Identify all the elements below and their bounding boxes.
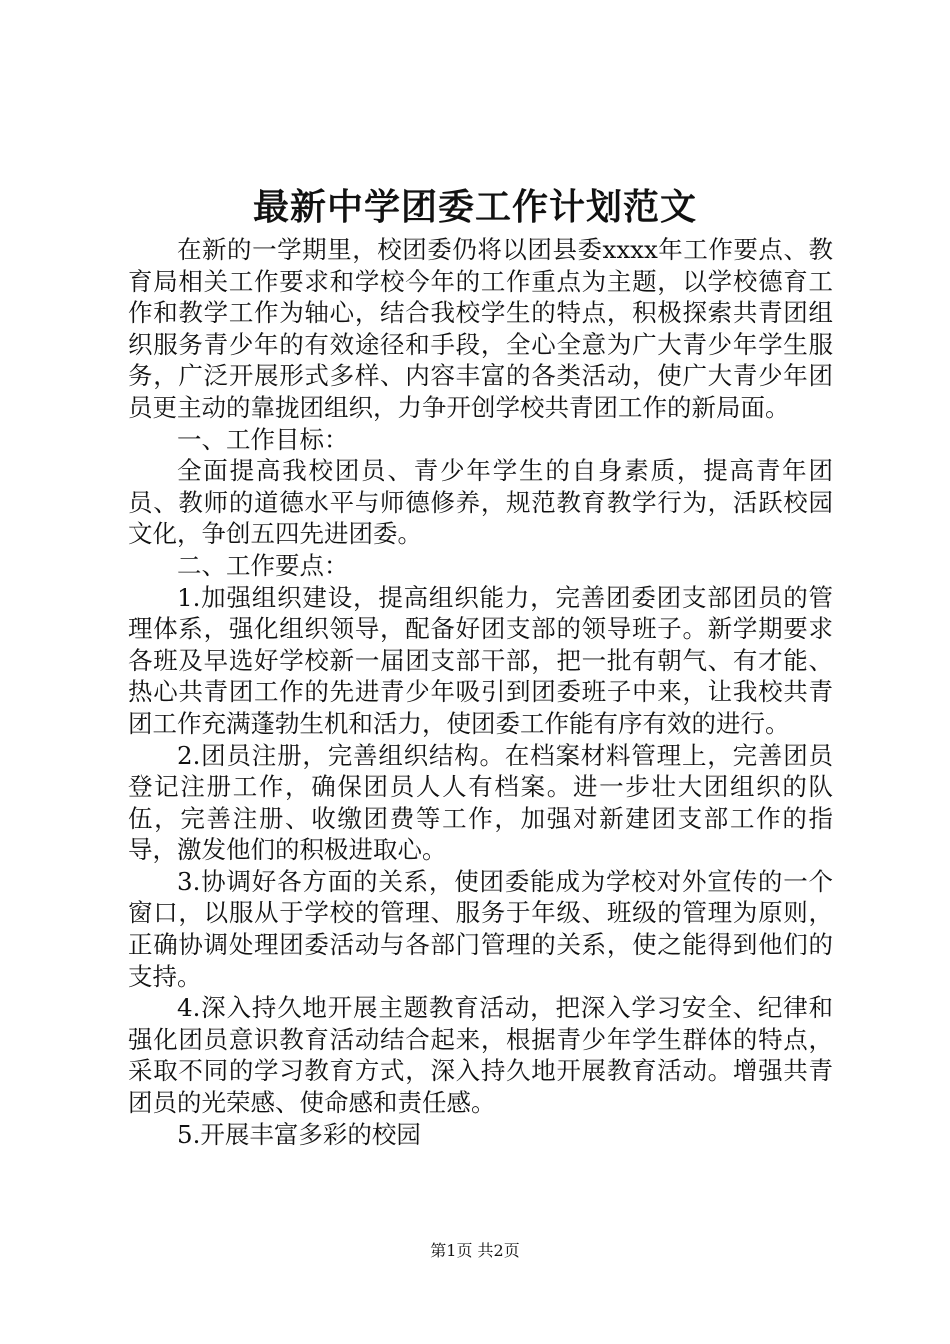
key-point-3: 3.协调好各方面的关系，使团委能成为学校对外宣传的一个窗口，以服从于学校的管理、服务于年级、班级的管理为原则，正确协调处理团委活动与各部门管理的关系，使之能得到他们的支持。	[128, 866, 833, 991]
key-point-4: 4.深入持久地开展主题教育活动，把深入学习安全、纪律和强化团员意识教育活动结合起来，根据青少年学生群体的特点，采取不同的学习教育方式，深入持久地开展教育活动。增强共青团员的光荣感、使命感和责任感。	[128, 993, 833, 1118]
intro-paragraph: 在新的一学期里，校团委仍将以团县委xxxx年工作要点、教育局相关工作要求和学校今年的工作重点为主题，以学校德育工作和教学工作为轴心，结合我校学生的特点，积极探索共青团组织服务青少年的有效途径和手段，全心全意为广大青少年学生服务，广泛开展形式多样、内容丰富的各类活动，使广大青少年团员更主动的靠拢团组织，力争开创学校共青团工作的新局面。	[128, 235, 833, 422]
key-point-2: 2.团员注册，完善组织结构。在档案材料管理上，完善团员登记注册工作，确保团员人人有档案。进一步壮大团组织的队伍，完善注册、收缴团费等工作，加强对新建团支部工作的指导，激发他们的积极进取心。	[128, 740, 833, 865]
section-heading-key-points: 二、工作要点：	[177, 550, 349, 580]
key-point-5: 5.开展丰富多彩的校园	[177, 1119, 421, 1149]
document-title: 最新中学团委工作计划范文	[252, 187, 697, 228]
page-number: 第1页 共2页	[430, 1241, 520, 1260]
document-body	[128, 234, 833, 1150]
goals-paragraph: 全面提高我校团员、青少年学生的自身素质，提高青年团员、教师的道德水平与师德修养，规范教育教学行为，活跃校园文化，争创五四先进团委。	[128, 456, 833, 549]
key-point-1: 1.加强组织建设，提高组织能力，完善团委团支部团员的管理体系，强化组织领导，配备好团支部的领导班子。新学期要求各班及早选好学校新一届团支部干部，把一批有朝气、有才能、热心共青团工作的先进青少年吸引到团委班子中来，让我校共青团工作充满蓬勃生机和活力，使团委工作能有序有效的进行。	[128, 582, 833, 738]
section-heading-goals: 一、工作目标：	[177, 424, 349, 454]
